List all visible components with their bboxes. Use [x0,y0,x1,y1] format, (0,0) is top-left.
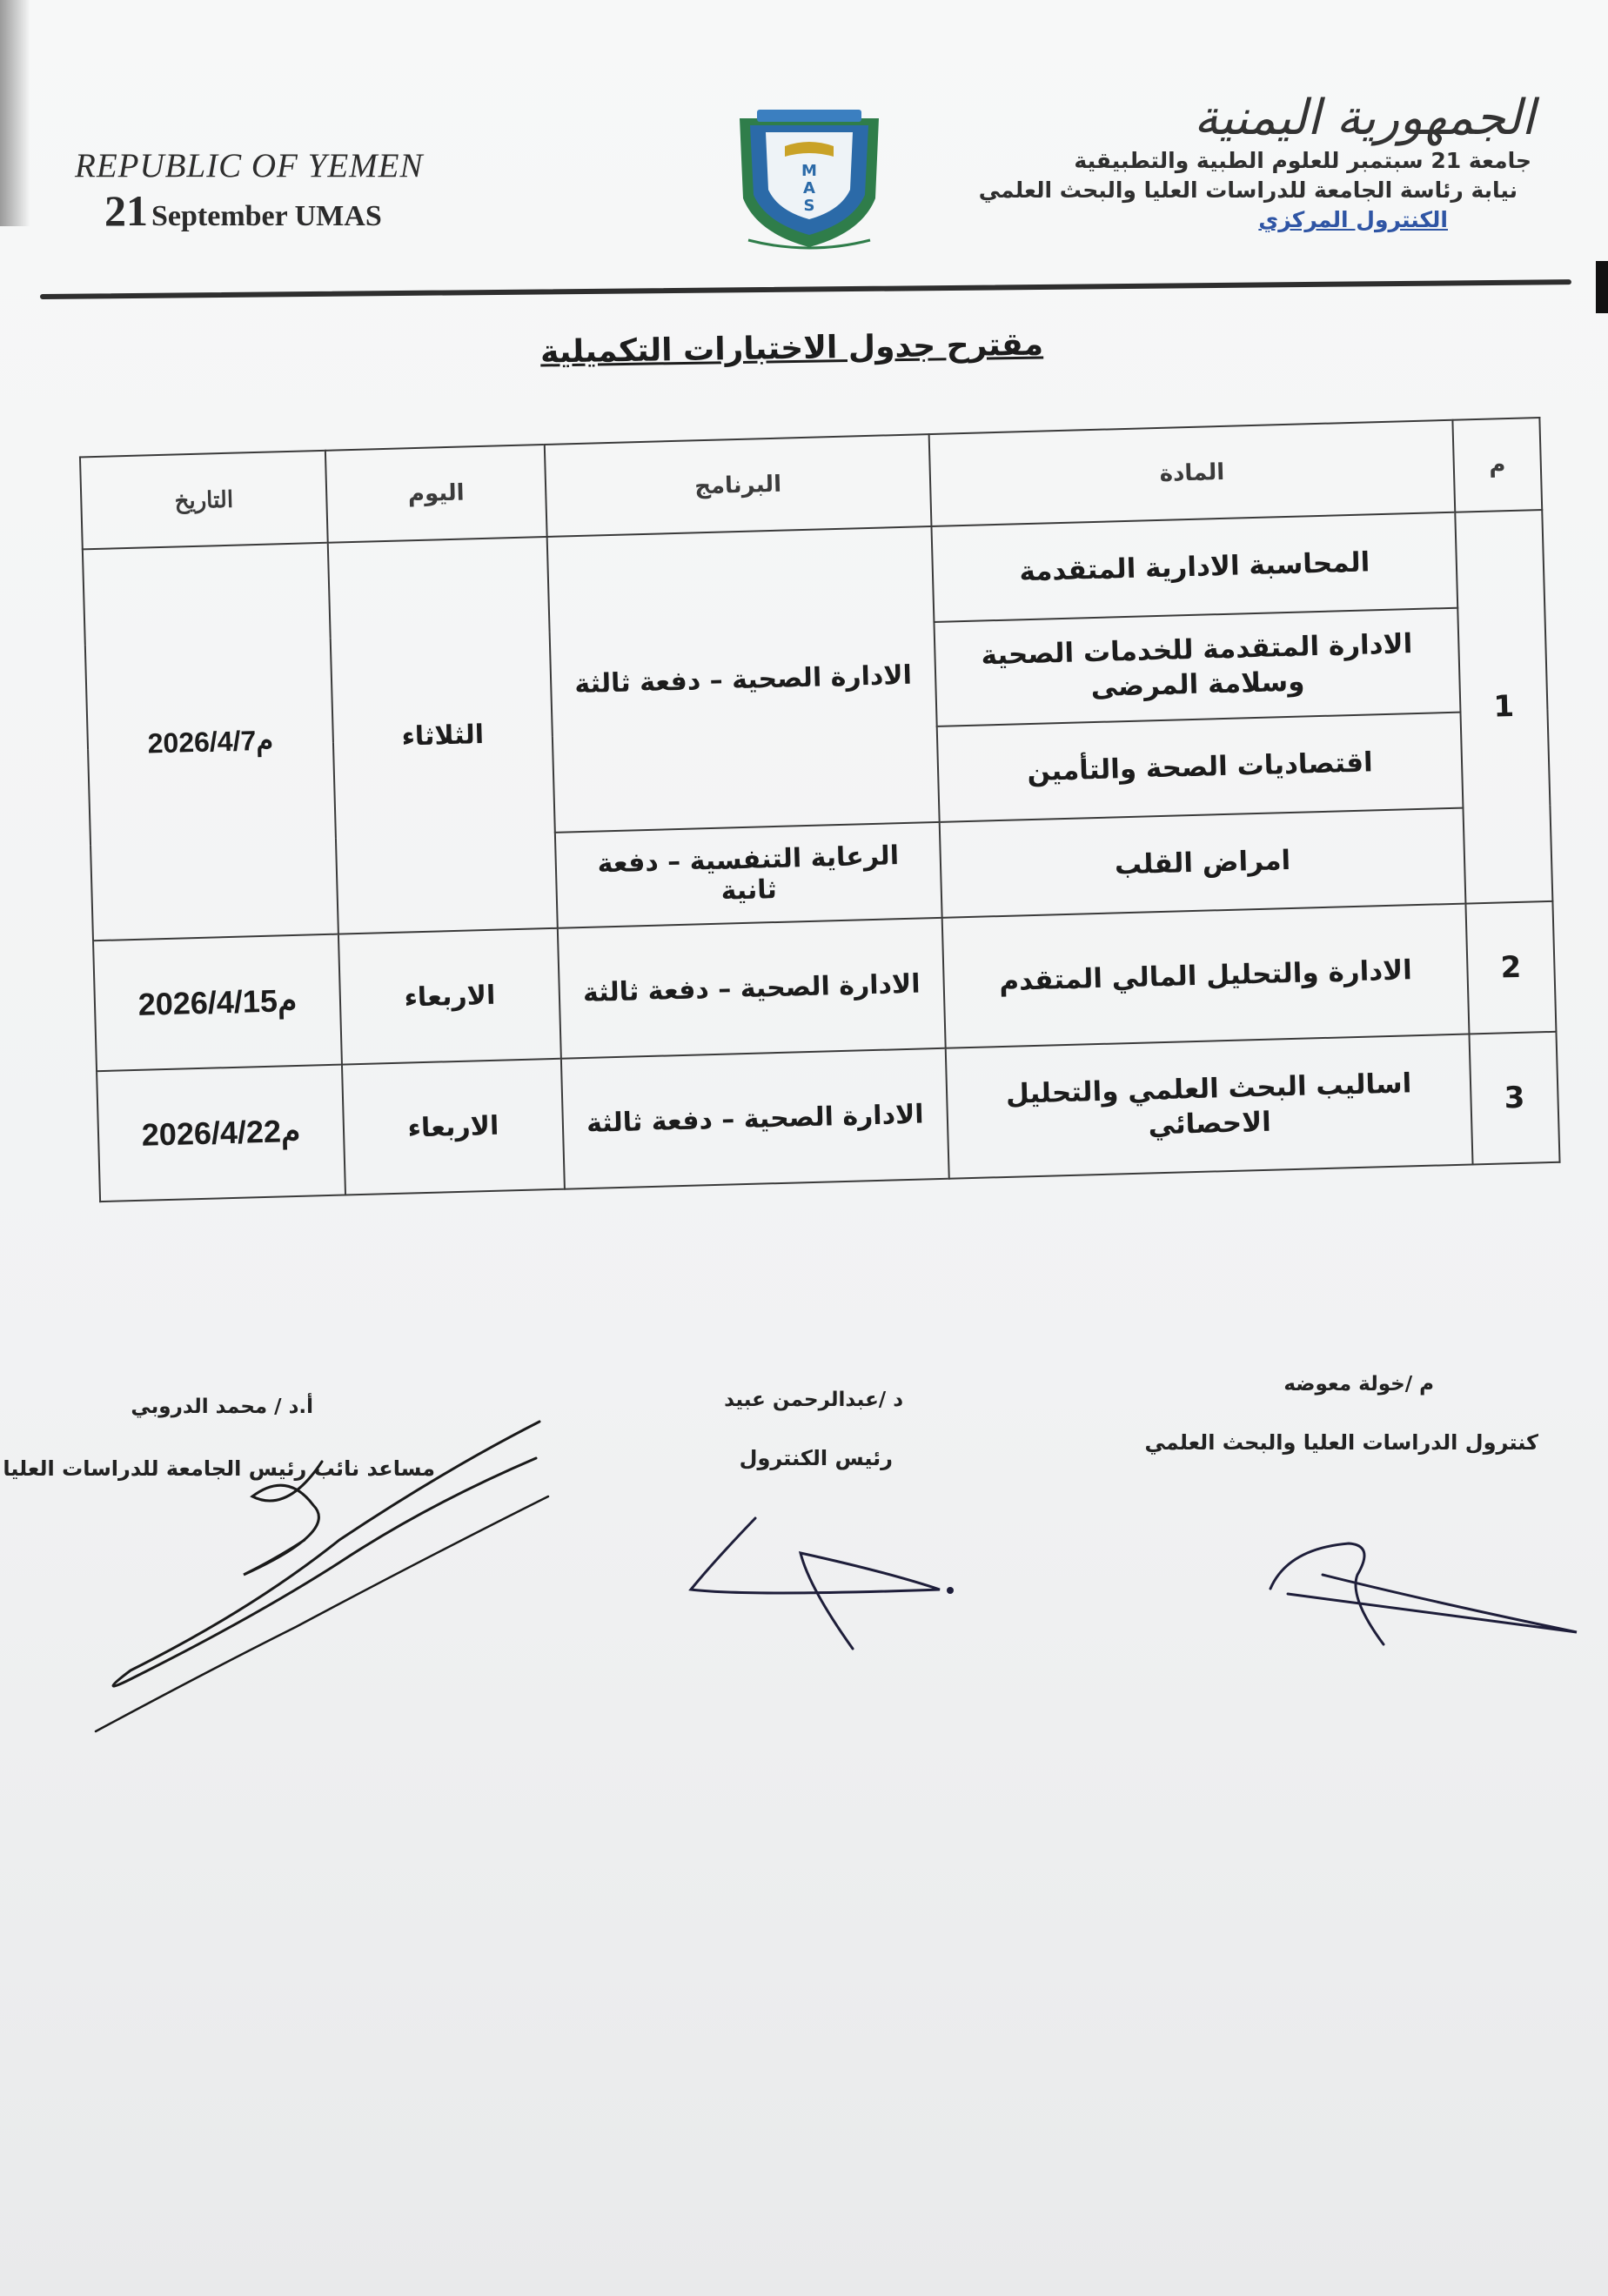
signature-block-control [1051,1373,1538,1455]
central-control-line: الكنترول المركزي [1258,207,1448,232]
signature-block-head [607,1389,903,1470]
subject-cell: الادارة والتحليل المالي المتقدم [942,904,1470,1048]
header-day: اليوم [325,445,547,543]
signatory-role: مساعد نائب رئيس الجامعة للدراسات العليا [3,1456,435,1481]
subject-cell: اقتصاديات الصحة والتأمين [937,713,1464,822]
subject-cell: اساليب البحث العلمي والتحليل الاحصائي [946,1034,1473,1178]
row-number: 1 [1455,510,1552,904]
country-name-arabic: الجمهورية اليمنية [1193,90,1535,146]
svg-text:S: S [803,197,815,215]
university-number: 21 [104,186,148,235]
header-subject: المادة [929,420,1456,526]
signatory-role: رئيس الكنترول [739,1446,893,1470]
exam-schedule-table [79,417,1561,1202]
signatory-name: د /عبدالرحمن عبيد [724,1389,903,1411]
scan-edge-mark [1596,261,1608,313]
country-name-english: REPUBLIC OF YEMEN [75,147,424,184]
program-cell: الادارة الصحية – دفعة ثالثة [561,1048,949,1189]
university-name-english [104,185,527,236]
date-cell: 2026/4/7م [83,543,338,940]
subject-cell: المحاسبة الادارية المتقدمة [931,512,1457,622]
exam-schedule-table-wrap [79,418,1534,1187]
university-name-arabic: جامعة 21 سبتمبر للعلوم الطبية والتطبيقية [1074,148,1531,173]
date-cell: 2026/4/22م [97,1065,345,1202]
subject-cell: امراض القلب [940,808,1466,918]
subject-cell: الادارة المتقدمة للخدمات الصحية وسلامة المرضى [934,608,1460,726]
day-cell: الاربعاء [342,1059,565,1195]
handwritten-signature-vice [78,1409,566,1740]
svg-text:M: M [801,162,817,180]
program-cell: الرعاية التنفسية – دفعة ثانية [555,822,942,928]
english-letterhead [75,146,527,236]
signatory-name: م /خولة معوضه [1283,1373,1434,1396]
handwritten-signature-head [679,1509,975,1657]
header-program: البرنامج [545,434,932,537]
row-number: 3 [1469,1032,1559,1165]
row-number: 2 [1465,901,1556,1034]
svg-text:A: A [803,179,815,197]
university-emblem-icon [731,103,888,251]
day-cell: الاربعاء [338,928,561,1065]
header-date: التاريخ [80,451,328,550]
program-cell: الادارة الصحية – دفعة ثالثة [558,918,946,1059]
header-number: م [1452,418,1542,512]
handwritten-signature-control [1253,1514,1584,1653]
vice-presidency-line: نيابة رئاسة الجامعة للدراسات العليا والبحث العلمي [978,177,1518,203]
document-title: مقترح جدول الاختبارات التكميلية [539,326,1044,371]
program-cell: الادارة الصحية – دفعة ثالثة [547,526,940,833]
arabic-letterhead [874,90,1552,235]
scan-edge-shadow [0,0,30,226]
university-abbr: September UMAS [151,200,382,232]
signatory-name: أ.د / محمد الدروبي [131,1396,313,1418]
signatory-role: كنترول الدراسات العليا والبحث العلمي [1144,1430,1538,1455]
date-cell: 2026/4/15م [93,934,342,1072]
day-cell: الثلاثاء [328,537,558,934]
